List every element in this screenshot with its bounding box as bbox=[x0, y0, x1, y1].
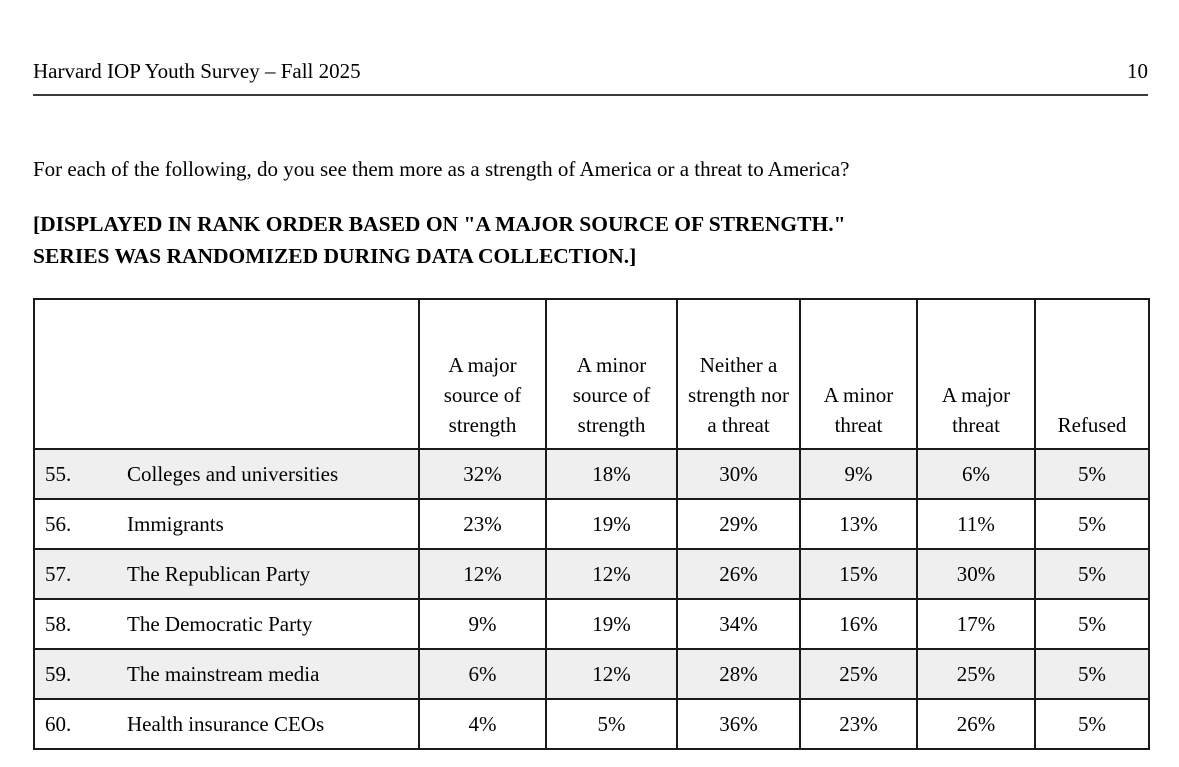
row-number: 60. bbox=[45, 711, 72, 736]
value-cell: 5% bbox=[1035, 449, 1149, 499]
table-row bbox=[34, 549, 1149, 599]
value-cell: 12% bbox=[546, 649, 677, 699]
item-cell bbox=[34, 699, 419, 749]
value-cell: 34% bbox=[677, 599, 800, 649]
header-title: Harvard IOP Youth Survey – Fall 2025 bbox=[33, 59, 361, 83]
value-cell: 5% bbox=[1035, 699, 1149, 749]
table-header-row bbox=[34, 299, 1149, 449]
header-neither: Neither a strength nor a threat bbox=[677, 299, 800, 449]
table-row bbox=[34, 449, 1149, 499]
value-cell: 36% bbox=[677, 699, 800, 749]
item-cell bbox=[34, 649, 419, 699]
value-cell: 5% bbox=[1035, 649, 1149, 699]
value-cell: 19% bbox=[546, 599, 677, 649]
row-number: 56. bbox=[45, 511, 72, 536]
value-cell: 25% bbox=[917, 649, 1035, 699]
page-header bbox=[33, 58, 1148, 96]
row-label: The mainstream media bbox=[127, 661, 320, 686]
value-cell: 18% bbox=[546, 449, 677, 499]
table-row bbox=[34, 599, 1149, 649]
randomization-note-line2: SERIES WAS RANDOMIZED DURING DATA COLLECTION.] bbox=[33, 244, 637, 268]
value-cell: 23% bbox=[419, 499, 546, 549]
value-cell: 26% bbox=[917, 699, 1035, 749]
value-cell: 5% bbox=[1035, 549, 1149, 599]
row-label: The Democratic Party bbox=[127, 611, 313, 636]
table-row bbox=[34, 699, 1149, 749]
value-cell: 12% bbox=[546, 549, 677, 599]
value-cell: 6% bbox=[917, 449, 1035, 499]
value-cell: 30% bbox=[917, 549, 1035, 599]
header-minor-strength: A minor source of strength bbox=[546, 299, 677, 449]
value-cell: 30% bbox=[677, 449, 800, 499]
row-label: Colleges and universities bbox=[127, 461, 339, 486]
value-cell: 32% bbox=[419, 449, 546, 499]
header-major-strength: A major source of strength bbox=[419, 299, 546, 449]
value-cell: 23% bbox=[800, 699, 917, 749]
survey-results-table bbox=[33, 298, 1150, 750]
question-text: For each of the following, do you see them more as a strength of America or a threat to America? bbox=[33, 157, 850, 181]
row-label: Health insurance CEOs bbox=[127, 711, 325, 736]
row-label: The Republican Party bbox=[127, 561, 311, 586]
value-cell: 16% bbox=[800, 599, 917, 649]
row-label: Immigrants bbox=[127, 511, 224, 536]
value-cell: 9% bbox=[419, 599, 546, 649]
value-cell: 15% bbox=[800, 549, 917, 599]
row-number: 58. bbox=[45, 611, 72, 636]
value-cell: 17% bbox=[917, 599, 1035, 649]
table-row bbox=[34, 499, 1149, 549]
randomization-note bbox=[33, 208, 1148, 272]
header-refused: Refused bbox=[1035, 299, 1149, 449]
value-cell: 19% bbox=[546, 499, 677, 549]
header-major-threat: A major threat bbox=[917, 299, 1035, 449]
item-cell bbox=[34, 549, 419, 599]
row-number: 55. bbox=[45, 461, 72, 486]
table-row bbox=[34, 649, 1149, 699]
value-cell: 29% bbox=[677, 499, 800, 549]
item-cell bbox=[34, 449, 419, 499]
item-cell bbox=[34, 599, 419, 649]
value-cell: 28% bbox=[677, 649, 800, 699]
value-cell: 9% bbox=[800, 449, 917, 499]
item-cell bbox=[34, 499, 419, 549]
value-cell: 11% bbox=[917, 499, 1035, 549]
row-number: 59. bbox=[45, 661, 72, 686]
row-number: 57. bbox=[45, 561, 72, 586]
header-item-blank bbox=[34, 299, 419, 449]
value-cell: 5% bbox=[1035, 599, 1149, 649]
value-cell: 12% bbox=[419, 549, 546, 599]
value-cell: 26% bbox=[677, 549, 800, 599]
value-cell: 4% bbox=[419, 699, 546, 749]
header-minor-threat: A minor threat bbox=[800, 299, 917, 449]
value-cell: 5% bbox=[546, 699, 677, 749]
value-cell: 6% bbox=[419, 649, 546, 699]
value-cell: 13% bbox=[800, 499, 917, 549]
value-cell: 5% bbox=[1035, 499, 1149, 549]
value-cell: 25% bbox=[800, 649, 917, 699]
randomization-note-line1: [DISPLAYED IN RANK ORDER BASED ON "A MAJOR SOURCE OF STRENGTH." bbox=[33, 212, 846, 236]
page-number: 10 bbox=[1127, 59, 1148, 83]
